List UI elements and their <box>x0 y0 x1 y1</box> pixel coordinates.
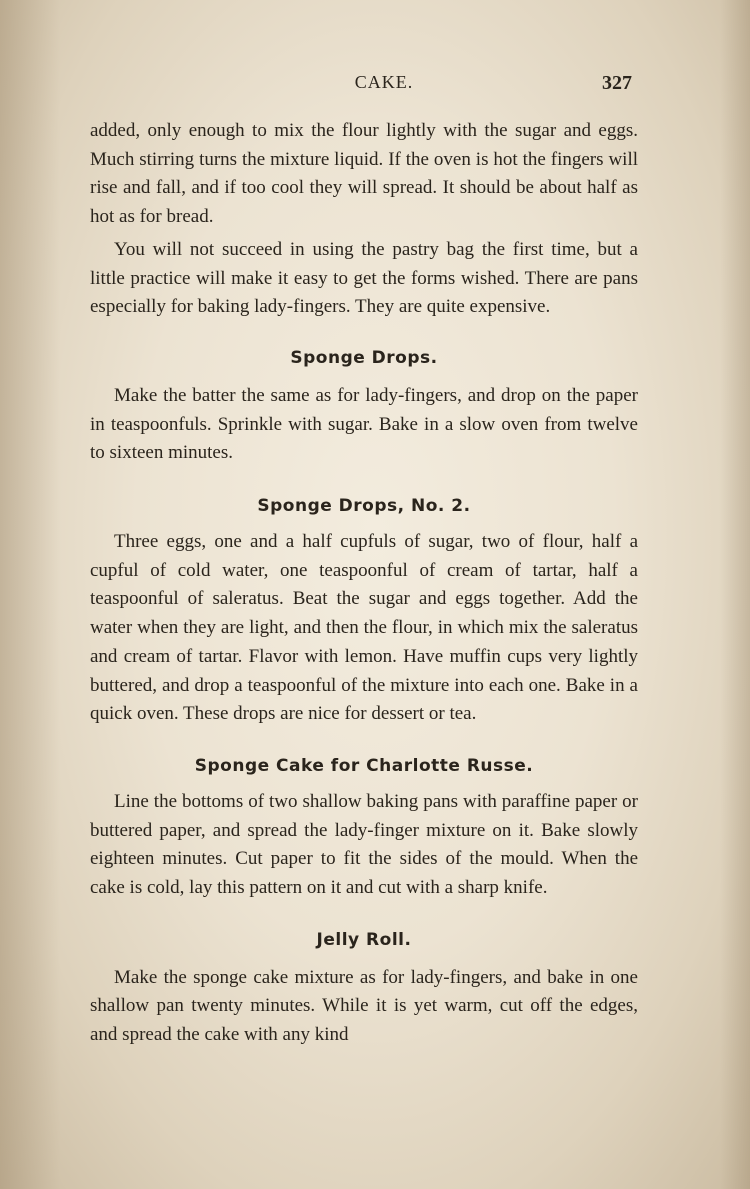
running-title: CAKE. <box>354 72 414 92</box>
heading-sponge-drops: Sponge Drops. <box>290 347 438 368</box>
paragraph-continued: added, only enough to mix the flour lightly with the sugar and eggs. Much stirring turns the mixture liquid. If the oven is hot the fingers will rise and fall, and if too cool they will spread. It should be about half as hot as for bread. <box>90 120 638 228</box>
page-body <box>90 117 638 1050</box>
paragraph-sponge-drops: Make the batter the same as for lady-fingers, and drop on the paper in teaspoonfuls. Sprinkle with sugar. Bake in a slow oven from twelve to sixteen minutes. <box>90 384 638 464</box>
paragraph-sponge-drops-no-2: Three eggs, one and a half cupfuls of sugar, two of flour, half a cupful of cold water, one teaspoonful of cream of tartar, half a teaspoonful of saleratus. Beat the sugar and eggs together. Add the water when they are light, and then the flour, in which mix the saleratus and cream of tartar. Flavor with lemon. Have muffin cups very lightly buttered, and drop a teaspoonful of the mixture into each one. Bake in a quick oven. These drops are nice for dessert or tea. <box>90 531 638 725</box>
paragraph-pastry-bag: You will not succeed in using the pastry bag the first time, but a little practice will make it easy to get the forms wished. There are pans especially for baking lady-fingers. They are quite expensive. <box>90 238 638 318</box>
paragraph-sponge-cake-charlotte-russe: Line the bottoms of two shallow baking pans with paraffine paper or buttered paper, and spread the lady-finger mixture on it. Bake slowly eighteen minutes. Cut paper to fit the sides of the mould. When the cake is cold, lay this pattern on it and cut with a sharp knife. <box>90 790 638 899</box>
running-head <box>90 72 638 98</box>
heading-sponge-cake-charlotte-russe: Sponge Cake for Charlotte Russe. <box>194 755 534 776</box>
page-number: 327 <box>602 72 632 94</box>
heading-jelly-roll: Jelly Roll. <box>316 929 412 950</box>
heading-sponge-drops-no-2: Sponge Drops, No. 2. <box>257 496 471 517</box>
paragraph-jelly-roll: Make the sponge cake mixture as for lady-fingers, and bake in one shallow pan twenty minutes. While it is yet warm, cut off the edges, and spread the cake with any kind <box>90 966 638 1046</box>
